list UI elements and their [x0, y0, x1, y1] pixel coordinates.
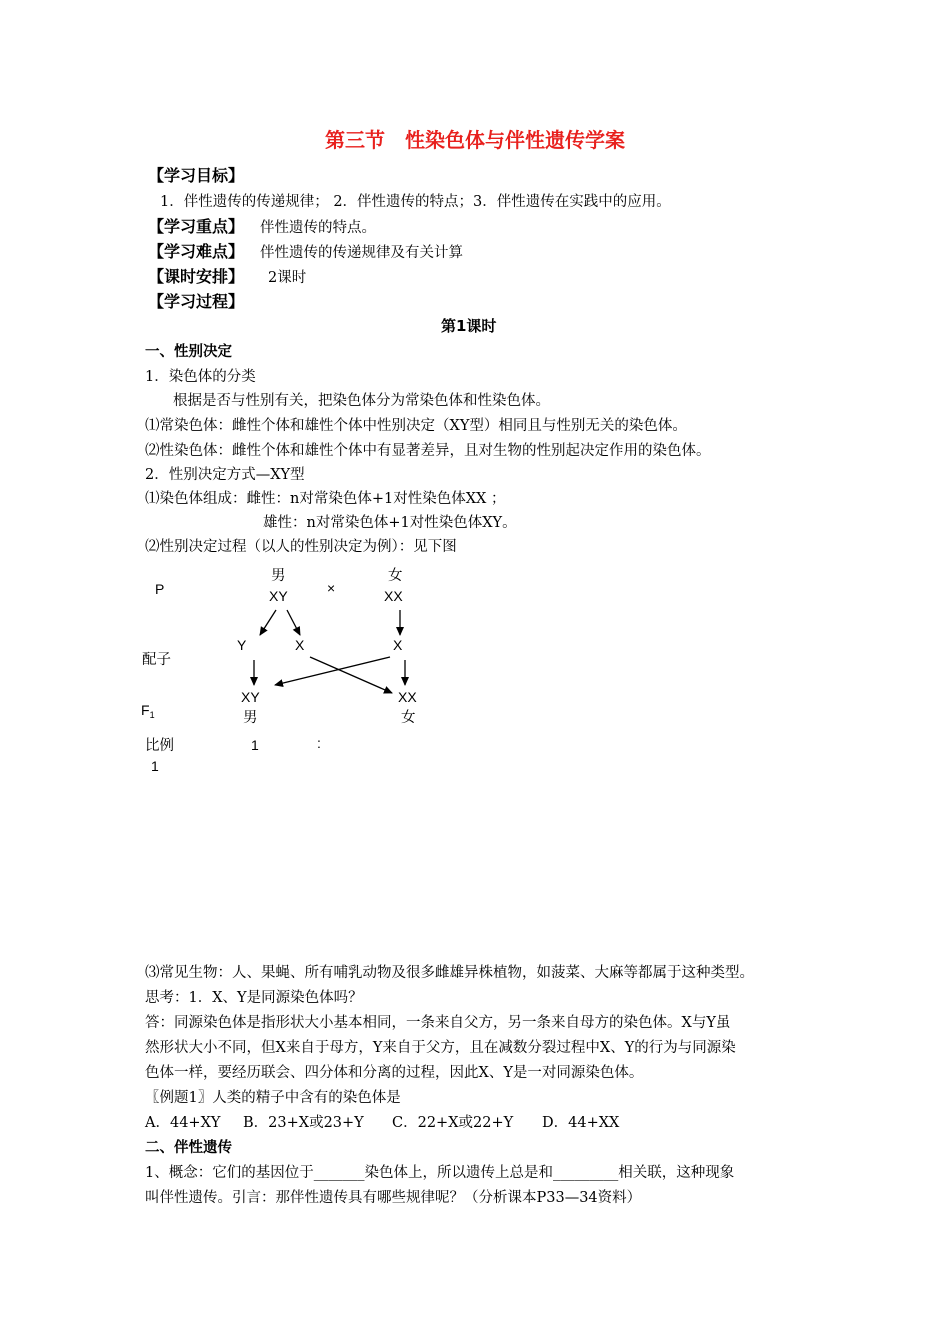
ratio-left: 1: [251, 737, 259, 753]
sex-determination-diagram: [0, 560, 950, 780]
section1-p7: 雄性：n对常染色体+1对性染色体XY。: [263, 515, 517, 531]
difficulty-label: 【学习难点】: [148, 242, 245, 261]
section1-p10: 思考：1．X、Y是同源染色体吗？: [145, 990, 363, 1006]
female-parent: 女: [388, 568, 403, 584]
option-c: C．22+X或22+Y: [392, 1115, 514, 1131]
example1-question: 〖例题1〗人类的精子中含有的染色体是: [145, 1090, 401, 1106]
row-gamete-label: 配子: [142, 652, 171, 668]
female-genotype: XX: [384, 588, 403, 604]
difficulty-text: 伴性遗传的传递规律及有关计算: [260, 245, 463, 261]
gamete-x-female: X: [393, 637, 403, 653]
section1-p8: ⑵性别决定过程（以人的性别决定为例）：见下图: [145, 539, 457, 555]
section2-p1: 1、概念：它们的基因位于_______染色体上，所以遗传上总是和_________相关联，这种现象: [145, 1165, 735, 1181]
key-point-label: 【学习重点】: [148, 217, 245, 236]
section2-heading: 二、伴性遗传: [145, 1140, 232, 1156]
section1-p4: ⑵性染色体：雌性个体和雄性个体中有显著差异，且对生物的性别起决定作用的染色体。: [145, 443, 711, 459]
child-male-genotype: XY: [241, 689, 260, 705]
arrow-male-to-x: [287, 610, 300, 635]
section1-p1: 1．染色体的分类: [145, 369, 256, 385]
section1-p6: ⑴染色体组成：雌性：n对常染色体+1对性染色体XX ；: [145, 491, 506, 507]
section1-p11: 答：同源染色体是指形状大小基本相同，一条来自父方，另一条来自母方的染色体。X与Y虽: [145, 1015, 731, 1031]
schedule-text: 2课时: [268, 270, 307, 286]
section1-p2: 根据是否与性别有关，把染色体分为常染色体和性染色体。: [173, 393, 550, 409]
child-female: 女: [401, 710, 416, 726]
objectives-text: 1．伴性遗传的传递规律； 2．伴性遗传的特点；3．伴性遗传在实践中的应用。: [160, 194, 671, 210]
option-b: B．23+X或23+Y: [243, 1115, 364, 1131]
key-point-text: 伴性遗传的特点。: [260, 220, 376, 236]
option-a: A．44+XY: [145, 1115, 221, 1131]
row-f1-label: $F_1$: [141, 702, 155, 720]
lesson-title: 第1课时: [441, 317, 497, 335]
section1-p3: ⑴常染色体：雌性个体和雄性个体中性别决定（XY型）相同且与性别无关的染色体。: [145, 418, 687, 434]
schedule-label: 【课时安排】: [148, 267, 245, 286]
section2-p2: 叫伴性遗传。引言：那伴性遗传具有哪些规律呢？（分析课本P33—34资料）: [145, 1190, 642, 1206]
gamete-x-male: X: [295, 637, 305, 653]
child-male: 男: [243, 710, 258, 726]
section1-p12: 然形状大小不同，但X来自于母方，Y来自于父方，且在减数分裂过程中X、Y的行为与同源染: [145, 1040, 736, 1056]
gamete-y: Y: [237, 637, 247, 653]
row-p-label: P: [155, 581, 165, 597]
option-d: D．44+XX: [542, 1115, 620, 1131]
arrow-x-female-to-xy: [275, 657, 390, 685]
section1-p13: 色体一样，要经历联会、四分体和分离的过程，因此X、Y是一对同源染色体。: [145, 1065, 644, 1081]
ratio-colon: :: [317, 735, 321, 751]
arrow-x-male-to-xx: [310, 657, 392, 693]
section1-p9: ⑶常见生物：人、果蝇、所有哺乳动物及很多雌雄异株植物，如菠菜、大麻等都属于这种类型。: [145, 965, 754, 981]
section1-p5: 2．性别决定方式—XY型: [145, 467, 305, 483]
male-genotype: XY: [269, 588, 288, 604]
child-female-genotype: XX: [398, 689, 417, 705]
row-ratio-label: 比例: [145, 738, 174, 754]
cross-symbol: ×: [327, 580, 336, 596]
arrow-male-to-y: [260, 610, 276, 635]
page-title: 第三节 性染色体与伴性遗传学案: [325, 128, 625, 152]
process-label: 【学习过程】: [148, 292, 245, 311]
section1-heading: 一、性别决定: [145, 344, 232, 360]
male-parent: 男: [271, 568, 286, 584]
objectives-label: 【学习目标】: [148, 166, 245, 185]
ratio-right: 1: [151, 758, 159, 774]
